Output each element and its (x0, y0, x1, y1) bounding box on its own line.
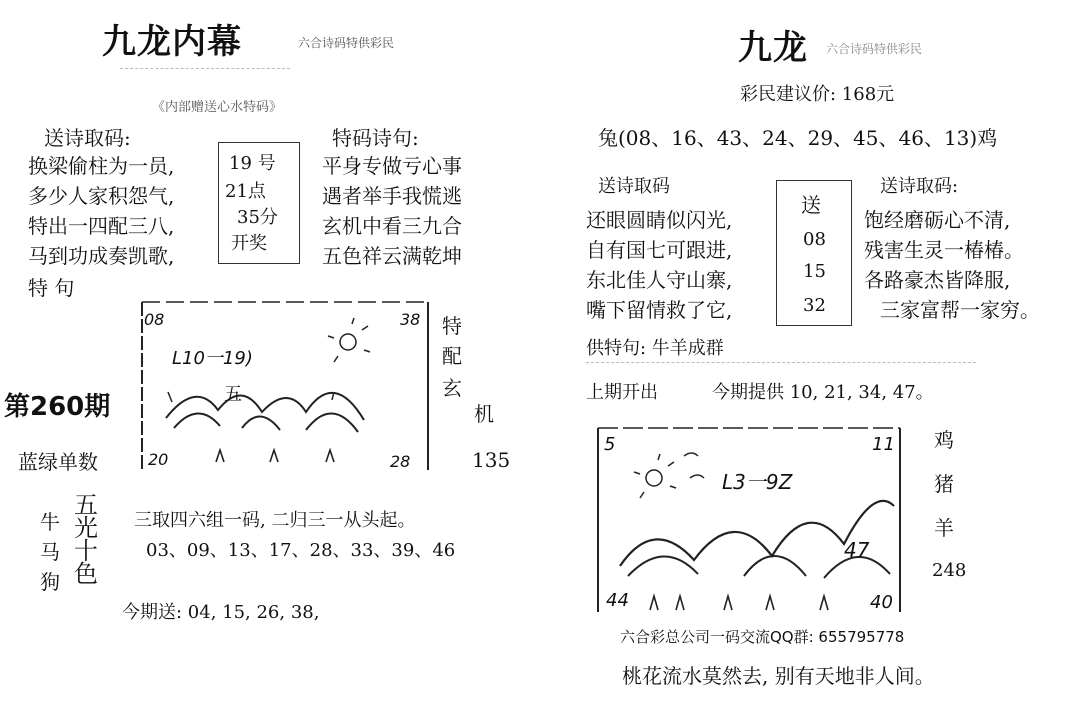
right-pic-top-left-number: 5 (604, 434, 616, 455)
right-poem2-line-3: 各路豪杰皆降服, (864, 268, 1011, 292)
left-poem1-line-4: 马到功成奏凯歌, (28, 244, 175, 268)
right-poem2-line-2: 残害生灵一椿椿。 (864, 238, 1024, 262)
send-box-number-2: 15 (803, 261, 826, 282)
right-zodiac-line: 兔(08、16、43、24、29、45、46、13)鸡 (598, 126, 998, 150)
left-pic-character: 五 (224, 384, 242, 405)
right-poem2-line-1: 饱经磨砺心不清, (864, 208, 1011, 232)
right-last-period: 上期开出 (586, 382, 658, 403)
blue-green-label: 蓝绿单数 (18, 450, 98, 474)
right-pic-middle-text: L3一9Z (722, 470, 793, 494)
left-gift-title: 《内部赠送心水特码》 (152, 100, 283, 115)
left-animal-1: 牛 (40, 510, 60, 534)
left-poem1-line-2: 多少人家积怨气, (28, 184, 175, 208)
right-poem2-heading: 送诗取码: (880, 176, 959, 197)
right-poem1-heading: 送诗取码 (598, 176, 670, 197)
left-poem1-heading: 送诗取码: (44, 126, 131, 150)
draw-box-line-1: 19 号 (229, 153, 276, 174)
left-title-underline (120, 68, 290, 69)
draw-box-line-4: 开奖 (231, 233, 267, 254)
left-subtitle: 六合诗码特供彩民 (298, 36, 395, 50)
right-poem1-line-2: 自有国七可跟进, (586, 238, 733, 262)
left-pic-top-right-number: 38 (400, 310, 421, 329)
right-puzzle-drawing (594, 426, 904, 614)
right-poem1-line-3: 东北佳人守山寨, (586, 268, 733, 292)
left-today-send: 今期送: 04, 15, 26, 38, (122, 602, 320, 623)
period-label: 第260期 (4, 392, 111, 422)
five-ten-char-1: 五 (74, 491, 98, 519)
left-pic-bottom-left-number: 20 (148, 450, 169, 469)
left-number-135: 135 (472, 448, 511, 472)
left-puzzle-picture (138, 300, 432, 472)
right-pic-bottom-right-number: 40 (870, 592, 893, 613)
right-pic-number-47: 47 (844, 538, 870, 562)
left-title: 九龙内幕 (102, 22, 242, 62)
right-subtitle: 六合诗码特供彩民 (826, 42, 923, 56)
right-divider (586, 362, 976, 363)
left-poem2-heading: 特码诗句: (332, 126, 419, 150)
right-poem1-line-4: 嘴下留情救了它, (586, 298, 733, 322)
right-animal-3: 羊 (934, 516, 954, 540)
left-rule-text: 三取四六组一码, 二归三一从头起。 (134, 510, 416, 531)
left-poem2-line-3: 玄机中看三九合 (322, 214, 462, 238)
left-poem2-line-4: 五色祥云满乾坤 (322, 244, 462, 268)
draw-box-line-2: 21点 (225, 181, 266, 202)
left-numbers-line: 03、09、13、17、28、33、39、46 (146, 540, 456, 561)
right-number-248: 248 (932, 560, 967, 581)
right-poem1-line-1: 还眼圆睛似闪光, (586, 208, 733, 232)
five-ten-char-4: 色 (74, 560, 98, 588)
right-pic-bottom-left-number: 44 (606, 590, 629, 611)
left-pic-middle-text: L10一19) (172, 348, 253, 369)
right-title: 九龙 (738, 28, 808, 68)
left-side-text-4: 机 (474, 402, 494, 426)
right-price: 彩民建议价: 168元 (740, 84, 895, 105)
left-pic-top-left-number: 08 (144, 310, 165, 329)
left-animal-3: 狗 (40, 570, 60, 594)
left-side-text-2: 配 (442, 344, 462, 368)
right-qq-line: 六合彩总公司一码交流QQ群: 655795778 (620, 628, 905, 646)
right-animal-2: 猪 (934, 472, 954, 496)
send-box-char: 送 (801, 193, 821, 217)
left-side-text-3: 玄 (442, 376, 462, 400)
left-side-text-1: 特 (442, 314, 462, 338)
left-poem1-line-1: 换梁偷柱为一员, (28, 154, 175, 178)
left-poem2-line-1: 平身专做亏心事 (322, 154, 462, 178)
draw-box-line-3: 35分 (237, 207, 278, 228)
right-puzzle-picture (594, 426, 904, 614)
right-footer-poem: 桃花流水莫然去, 别有天地非人间。 (622, 664, 935, 688)
right-send-box (776, 180, 852, 326)
five-ten-char-3: 十 (74, 537, 98, 565)
left-special-label: 特 句 (28, 276, 75, 300)
right-poem2-line-4: 三家富帮一家穷。 (880, 298, 1040, 322)
left-pic-bottom-right-number: 28 (390, 452, 411, 471)
left-poem1-line-3: 特出一四配三八, (28, 214, 175, 238)
left-poem2-line-2: 遇者举手我慌逃 (322, 184, 462, 208)
send-box-number-1: 08 (803, 229, 826, 250)
five-ten-char-2: 光 (74, 514, 98, 542)
left-animal-2: 马 (40, 540, 60, 564)
send-box-number-3: 32 (803, 295, 826, 316)
five-ten-colors (72, 491, 100, 588)
right-animal-1: 鸡 (934, 428, 954, 452)
right-pic-top-right-number: 11 (872, 434, 895, 455)
left-puzzle-drawing (138, 300, 432, 472)
right-this-period: 今期提供 10, 21, 34, 47。 (712, 382, 934, 403)
left-draw-time-box (218, 142, 300, 264)
right-special-phrase: 供特句: 牛羊成群 (586, 338, 724, 359)
